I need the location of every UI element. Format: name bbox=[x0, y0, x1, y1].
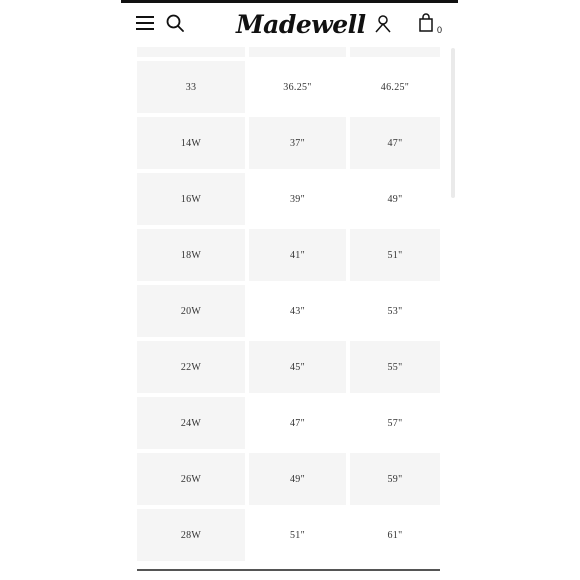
scrollbar[interactable] bbox=[451, 48, 455, 198]
size-cell: 18W bbox=[137, 229, 245, 281]
shopping-bag-icon[interactable] bbox=[419, 13, 433, 32]
measurement-cell: 41" bbox=[249, 229, 346, 281]
measurement-cell: 37" bbox=[249, 117, 346, 169]
table-row bbox=[137, 395, 440, 451]
size-cell: 20W bbox=[137, 285, 245, 337]
measurement-cell: 51" bbox=[290, 529, 305, 541]
measurement-cell: 47" bbox=[350, 117, 440, 169]
size-cell: 16W bbox=[137, 173, 245, 225]
size-cell: 28W bbox=[137, 509, 245, 561]
hamburger-menu-icon[interactable] bbox=[136, 15, 154, 31]
mobile-page bbox=[121, 0, 458, 580]
size-cell: 24W bbox=[137, 397, 245, 449]
table-row bbox=[137, 47, 440, 59]
measurement-cell: 49" bbox=[249, 453, 346, 505]
table-row bbox=[137, 171, 440, 227]
table-row bbox=[137, 115, 440, 171]
measurement-cell: 39" bbox=[290, 193, 305, 205]
size-cell: 14W bbox=[137, 117, 245, 169]
measurement-cell: 46.25" bbox=[380, 81, 410, 93]
measurement-cell: 49" bbox=[387, 193, 403, 205]
measurement-cell: 57" bbox=[387, 417, 403, 429]
measurement-cell: 51" bbox=[350, 229, 440, 281]
bag-count-badge: 0 bbox=[437, 25, 443, 35]
size-cell: 33 bbox=[137, 61, 245, 113]
measurement-cell: 55" bbox=[350, 341, 440, 393]
account-icon[interactable] bbox=[375, 15, 391, 33]
size-cell: 22W bbox=[137, 341, 245, 393]
size-chart-table bbox=[137, 47, 440, 563]
table-row bbox=[137, 451, 440, 507]
measurement-cell: 61" bbox=[387, 529, 403, 541]
table-row bbox=[137, 227, 440, 283]
search-icon[interactable] bbox=[166, 14, 184, 32]
table-row bbox=[137, 59, 440, 115]
measurement-cell: 53" bbox=[387, 305, 403, 317]
measurement-cell bbox=[249, 47, 346, 57]
table-row bbox=[137, 283, 440, 339]
measurement-cell: 36.25" bbox=[283, 81, 312, 93]
table-bottom-border bbox=[137, 569, 440, 571]
table-row bbox=[137, 507, 440, 563]
brand-logo[interactable]: Madewell bbox=[236, 10, 366, 39]
measurement-cell bbox=[350, 47, 440, 57]
table-row bbox=[137, 339, 440, 395]
measurement-cell: 43" bbox=[290, 305, 305, 317]
size-cell bbox=[137, 47, 245, 57]
measurement-cell: 47" bbox=[290, 417, 305, 429]
measurement-cell: 59" bbox=[350, 453, 440, 505]
site-header bbox=[121, 3, 458, 47]
size-cell: 26W bbox=[137, 453, 245, 505]
measurement-cell: 45" bbox=[249, 341, 346, 393]
